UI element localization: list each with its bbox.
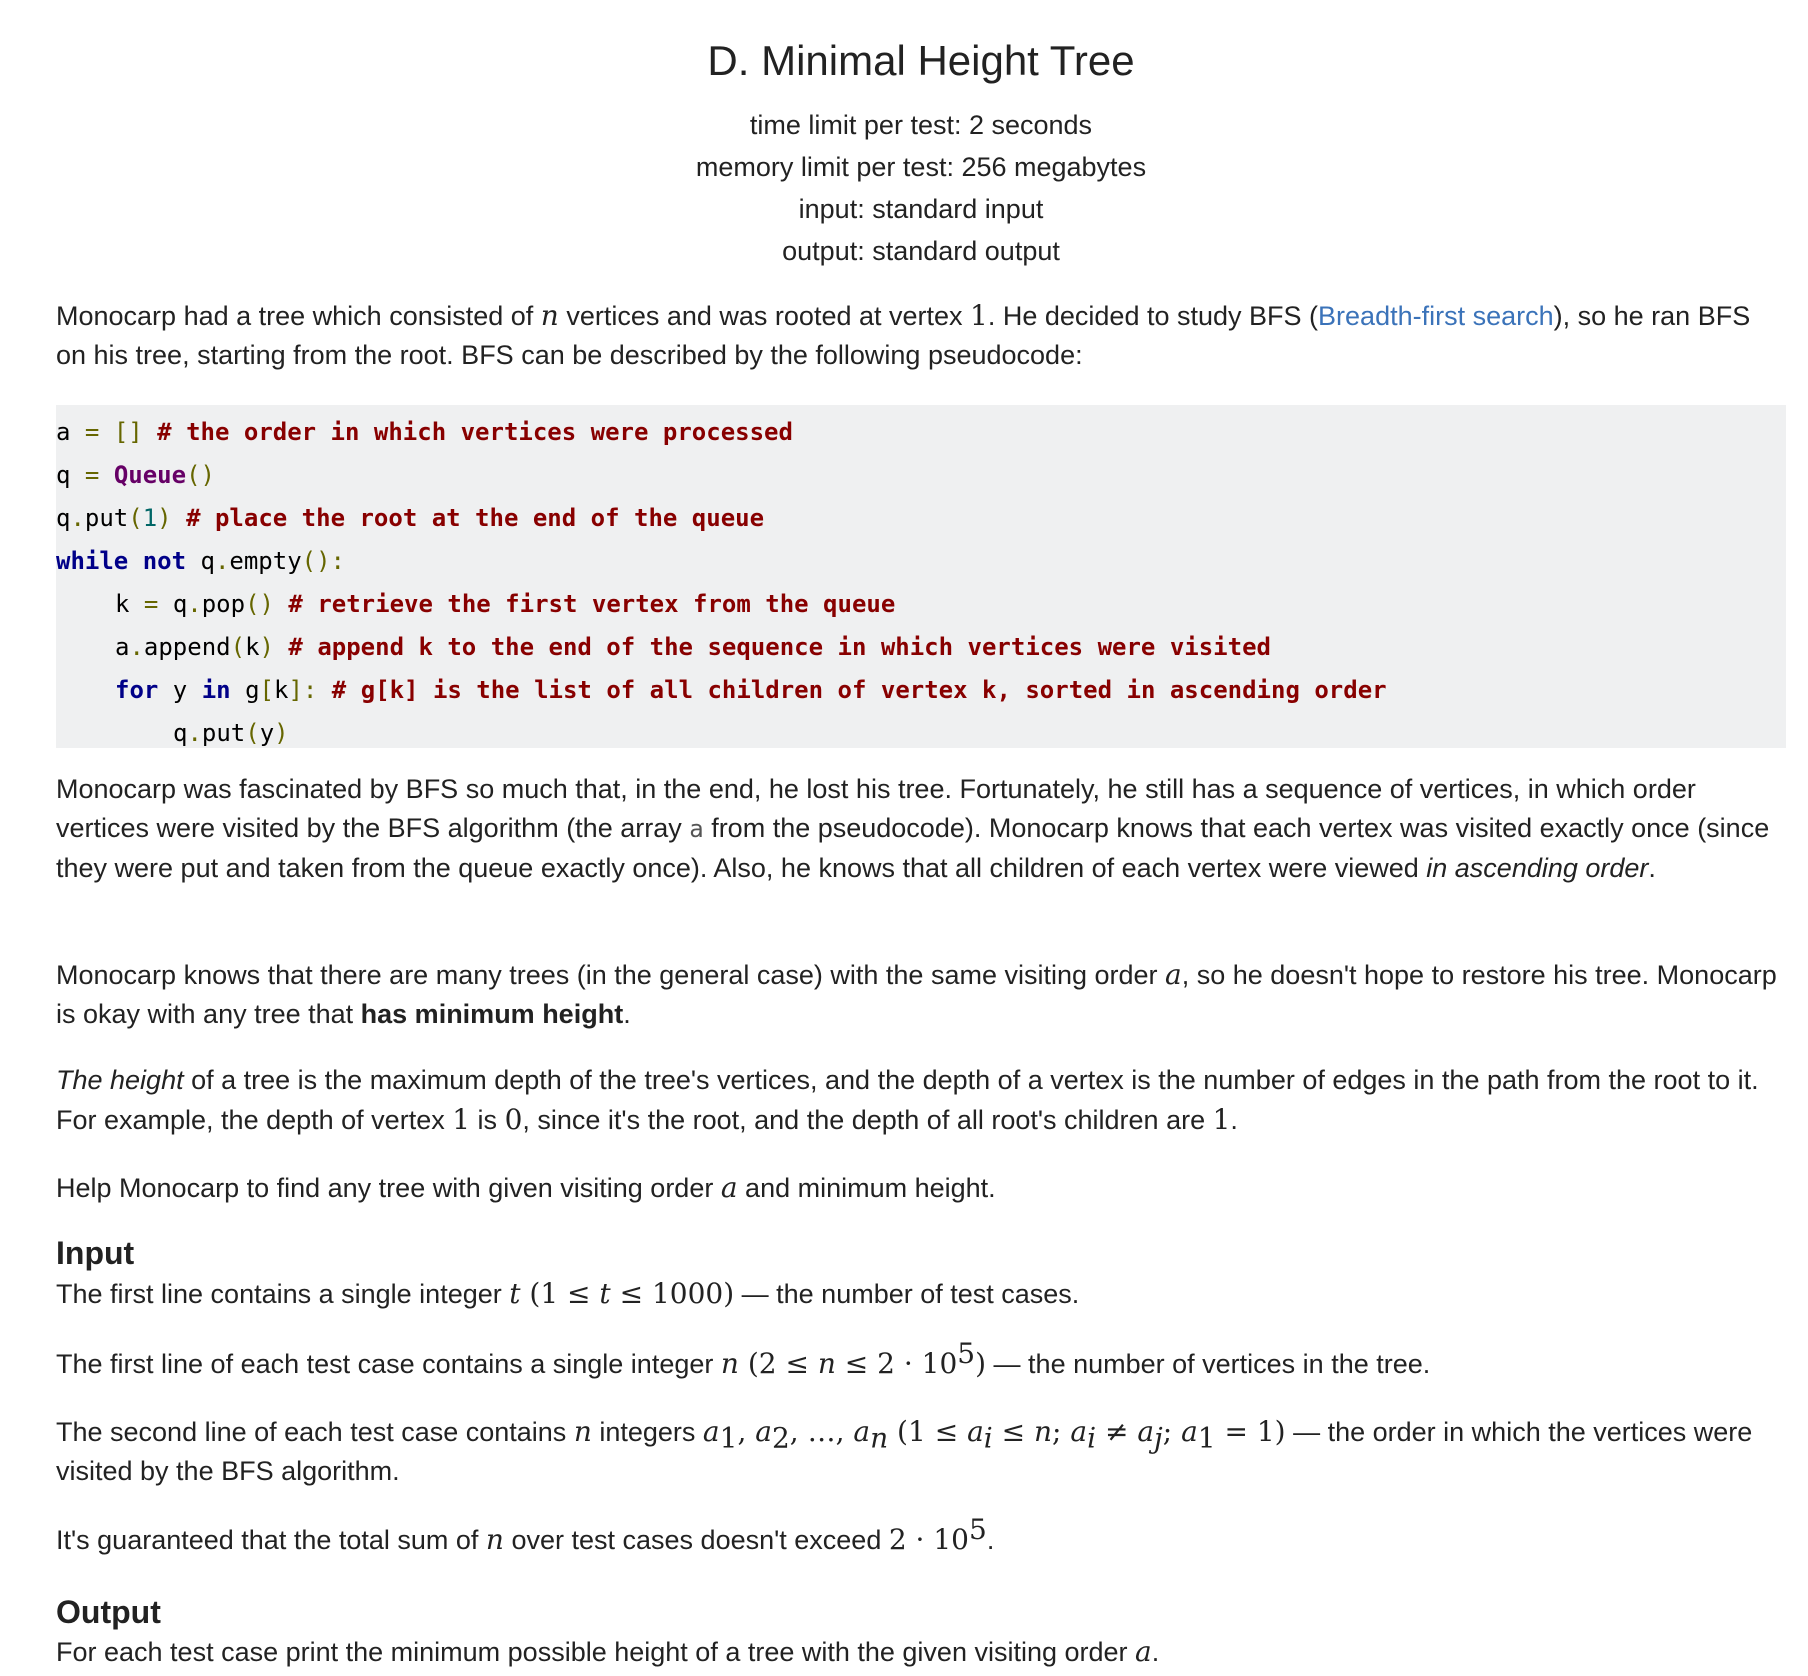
paragraph-many-trees xyxy=(56,955,1786,1034)
text-span: from the pseudocode). Monocarp knows that each vertex was visited exactly once (since they were put and taken from the queue exactly once). Also, he knows that all children of each vertex were viewed xyxy=(56,813,1770,883)
code-line xyxy=(56,626,1786,669)
text-span: # the order in which vertices were processed xyxy=(142,418,793,446)
text-span: put xyxy=(84,504,129,532)
text-span: has minimum height xyxy=(360,999,624,1029)
paragraph-task xyxy=(56,1168,1786,1208)
code-line xyxy=(56,454,1786,497)
text-span: and minimum height. xyxy=(737,1173,996,1203)
problem-title: D. Minimal Height Tree xyxy=(707,37,1135,84)
text-span: n xyxy=(817,1347,836,1380)
text-span: = xyxy=(70,418,114,446)
text-span: a xyxy=(1070,1415,1088,1448)
text-span: i xyxy=(983,1421,993,1455)
text-span: a xyxy=(720,1171,738,1204)
text-span: . xyxy=(70,504,85,532)
text-span: a xyxy=(115,633,130,661)
text-span: t xyxy=(509,1277,521,1310)
text-span: The second line of each test case contains xyxy=(56,1417,574,1447)
paragraph-height-def xyxy=(56,1061,1786,1140)
input-line-sum xyxy=(56,1513,1786,1560)
text-span: . xyxy=(1230,1105,1238,1135)
text-span: = xyxy=(70,461,114,489)
text-span: a xyxy=(1165,958,1182,991)
text-span: a xyxy=(56,418,71,446)
text-span: ( xyxy=(245,719,260,747)
text-span: 1 xyxy=(1197,1421,1216,1455)
text-span: It's guaranteed that the total sum of xyxy=(56,1525,486,1555)
text-span: , …, xyxy=(789,1415,854,1448)
text-span: The height xyxy=(56,1065,184,1095)
text-span: () xyxy=(245,590,274,618)
limits-block xyxy=(56,104,1786,272)
text-span: . xyxy=(1648,853,1656,883)
text-span: q xyxy=(56,504,71,532)
time-limit: time limit per test: 2 seconds xyxy=(749,110,1093,140)
problem-header xyxy=(56,0,1786,272)
text-span: a xyxy=(755,1415,772,1448)
text-span: n xyxy=(720,1347,739,1380)
text-span: not xyxy=(128,547,187,575)
text-span: 2 · 10 xyxy=(888,1523,969,1556)
text-span: append xyxy=(143,633,231,661)
text-span: n xyxy=(485,1523,504,1556)
text-span: = 1) xyxy=(1215,1415,1286,1448)
text-span: 0 xyxy=(504,1103,523,1136)
text-span: ≠ xyxy=(1096,1415,1138,1448)
text-span: of a tree is the maximum depth of the tree's vertices, and the depth of a vertex is the number of edges in the path from the root to it. For example, the depth of vertex xyxy=(56,1065,1759,1135)
code-line xyxy=(56,411,1786,454)
text-span: y xyxy=(158,676,188,704)
text-span: The first line contains a single integer xyxy=(56,1279,510,1309)
text-span: [ xyxy=(259,676,274,704)
text-span: k xyxy=(273,676,289,704)
text-span: k xyxy=(115,590,130,618)
code-line xyxy=(56,497,1786,540)
output-file: output: standard output xyxy=(782,236,1060,266)
math-one: 1 xyxy=(970,299,988,332)
text-span: . xyxy=(187,719,202,747)
text-span: over test cases doesn't exceed xyxy=(503,1525,889,1555)
text: vertices and was rooted at vertex xyxy=(558,301,971,331)
text-span: put xyxy=(201,719,246,747)
input-file: input: standard input xyxy=(798,194,1044,224)
text-span: while xyxy=(56,547,129,575)
text-span: in ascending order xyxy=(1426,853,1649,883)
memory-limit: memory limit per test: 256 megabytes xyxy=(695,152,1147,182)
text-span: a xyxy=(1135,1635,1152,1668)
text: ), so he ran BFS on his tree, starting from the root. BFS can be described by the following pseudocode: xyxy=(56,301,1751,370)
output-heading: Output xyxy=(56,1594,161,1630)
text-span: ≤ 1000) xyxy=(610,1277,735,1310)
text-span: 5 xyxy=(969,1513,987,1546)
input-heading: Input xyxy=(56,1235,135,1271)
text-span: For each test case print the minimum possible height of a tree with the given visiting order xyxy=(56,1637,1136,1667)
text-span: q xyxy=(186,547,215,575)
text-span: ) xyxy=(975,1347,987,1380)
text-span: . xyxy=(129,633,144,661)
text-span: 5 xyxy=(957,1337,976,1370)
text-span: a xyxy=(853,1415,871,1448)
text-span: = xyxy=(129,590,173,618)
text-span: (2 ≤ xyxy=(738,1347,818,1380)
code-line xyxy=(56,669,1786,712)
text-span: a xyxy=(967,1415,984,1448)
text-span: a xyxy=(702,1415,720,1448)
text-span: q xyxy=(56,461,71,489)
text-span: n xyxy=(870,1421,889,1455)
text-span: Monocarp knows that there are many trees (in the general case) with the same visiting order xyxy=(56,960,1166,990)
text-span: . xyxy=(1151,1637,1160,1667)
text-span: . xyxy=(986,1525,995,1555)
text-span: k xyxy=(245,633,260,661)
text-span: (1 ≤ xyxy=(520,1277,600,1310)
text-span: Help Monocarp to find any tree with given visiting order xyxy=(56,1173,721,1203)
bfs-wiki-link[interactable]: Breadth-first search xyxy=(1318,301,1554,331)
text-span: — the order in which the vertices were visited by the BFS algorithm. xyxy=(56,1417,1753,1486)
text-span: , so he doesn't hope to restore his tree. Monocarp is okay with any tree that xyxy=(56,960,1777,1029)
text-span: ( xyxy=(230,633,246,661)
text-span: y xyxy=(259,719,275,747)
input-line-n xyxy=(56,1337,1786,1384)
text-span: (): xyxy=(301,547,346,575)
text-span: ; xyxy=(1162,1415,1182,1448)
code-line xyxy=(56,540,1786,583)
text-span: a xyxy=(1137,1415,1155,1448)
text-span: # append k to the end of the sequence in which vertices were visited xyxy=(273,633,1271,661)
text-span: empty xyxy=(229,547,302,575)
text-span: (1 ≤ xyxy=(888,1415,968,1448)
text-span: , since it's the root, and the depth of all root's children are xyxy=(522,1105,1213,1135)
text-span: a xyxy=(1181,1415,1198,1448)
text-span: 1 xyxy=(452,1103,471,1136)
paragraph-lost-tree xyxy=(56,770,1786,888)
text-span: ; xyxy=(1052,1415,1071,1448)
text-span: ) xyxy=(259,633,274,661)
text-span: pop xyxy=(201,590,246,618)
text-span: ) xyxy=(274,719,289,747)
text-span: n xyxy=(573,1415,592,1448)
text-span: j xyxy=(1154,1421,1163,1455)
pseudocode-block xyxy=(56,405,1786,748)
text-span: # g[k] is the list of all children of vertex k, sorted in ascending order xyxy=(317,676,1387,704)
text-span: ≤ xyxy=(992,1415,1034,1448)
text-span: q xyxy=(173,719,188,747)
text-span: n xyxy=(1034,1415,1053,1448)
text-span: The first line of each test case contains a single integer xyxy=(56,1349,721,1379)
text-span: t xyxy=(599,1277,611,1310)
code-line xyxy=(56,583,1786,626)
text-span: — the number of vertices in the tree. xyxy=(986,1349,1431,1379)
paragraph-intro xyxy=(56,296,1786,375)
text-span: 1 xyxy=(142,504,158,532)
text-span: Queue xyxy=(113,461,187,489)
text-span: for xyxy=(115,676,159,704)
text-span: ( xyxy=(128,504,143,532)
text-span: () xyxy=(186,461,215,489)
text-span: is xyxy=(470,1105,505,1135)
text-span: 1 xyxy=(719,1421,738,1455)
text: Monocarp had a tree which consisted of xyxy=(56,301,541,331)
text: . He decided to study BFS ( xyxy=(987,301,1319,331)
output-line xyxy=(56,1632,1786,1672)
text-span: . xyxy=(187,590,202,618)
text-span: i xyxy=(1087,1421,1097,1455)
inline-code-a: a xyxy=(689,815,704,843)
text-span: # retrieve the first vertex from the queue xyxy=(273,590,896,618)
input-line-t xyxy=(56,1274,1786,1314)
input-line-a xyxy=(56,1412,1786,1491)
text-span: in xyxy=(187,676,231,704)
math-n: n xyxy=(540,299,559,332)
text-span: , xyxy=(737,1415,756,1448)
text-span: # place the root at the end of the queue xyxy=(171,504,765,532)
text-span: . xyxy=(214,547,230,575)
text-span: — the number of test cases. xyxy=(734,1279,1080,1309)
text-span: . xyxy=(623,999,631,1029)
text-span: 2 xyxy=(771,1421,790,1455)
code-line xyxy=(56,712,1786,755)
text-span: 1 xyxy=(1212,1103,1231,1136)
text-span: g xyxy=(230,676,260,704)
text-span: ) xyxy=(157,504,172,532)
text-span: integers xyxy=(591,1417,703,1447)
text-span: ≤ 2 · 10 xyxy=(835,1347,958,1380)
text-span: [] xyxy=(113,418,143,446)
text-span: ]: xyxy=(288,676,318,704)
text-span: Monocarp was fascinated by BFS so much that, in the end, he lost his tree. Fortunately, he still has a sequence of vertices, in which order vertices were visited by the BFS algorithm (the array xyxy=(56,774,1696,843)
text-span: q xyxy=(172,590,188,618)
